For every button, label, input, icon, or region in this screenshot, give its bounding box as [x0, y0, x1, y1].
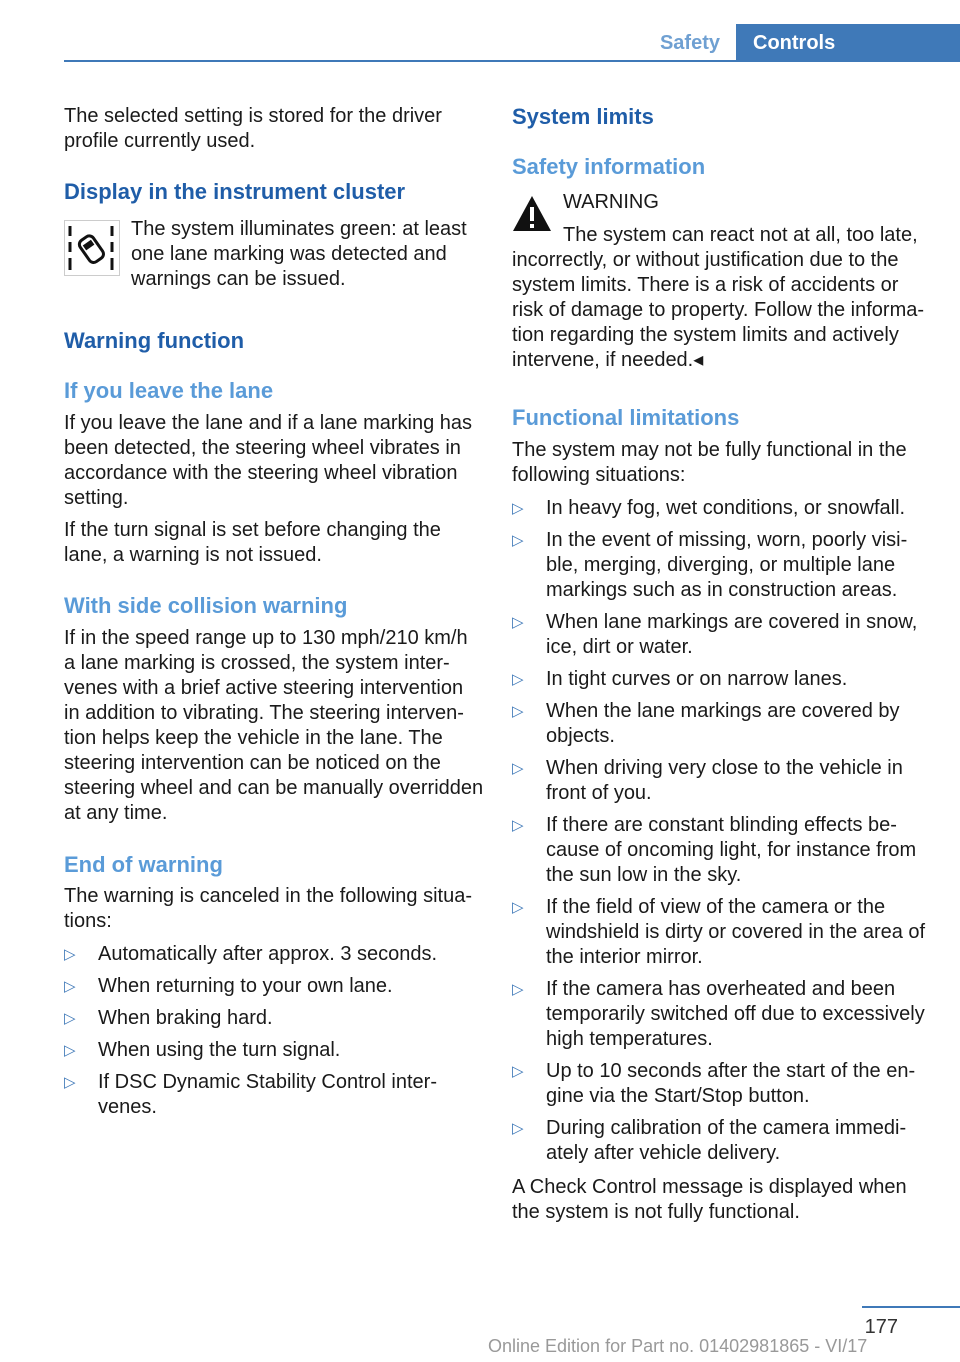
list-item: ▷ In the event of missing, worn, poorly visi‐ble, merging, diverging, or multiple lane markings such as in construction areas. — [512, 529, 908, 601]
bullet-marker: ▷ — [512, 1120, 524, 1137]
side-collision-heading: With side collision warning — [64, 593, 348, 618]
bullet-marker: ▷ — [512, 1063, 524, 1080]
list-item: ▷ If the camera has overheated and been temporarily switched off due to excessively high temperatures. — [512, 978, 925, 1050]
list-item: ▷ In tight curves or on narrow lanes. — [512, 668, 848, 690]
bullet-marker: ▷ — [64, 1074, 76, 1091]
end-warning-paragraph: The warning is canceled in the following situa‐tions: — [64, 885, 472, 932]
safety-info-heading: Safety information — [512, 154, 706, 179]
list-item: ▷ When lane markings are covered in snow, ice, dirt or water. — [512, 611, 918, 658]
list-item: ▷ During calibration of the camera immedi‐ately after vehicle delivery. — [512, 1117, 907, 1164]
footer-rule — [862, 1306, 960, 1308]
bullet-marker: ▷ — [64, 978, 76, 995]
list-item: ▷ When braking hard. — [64, 1007, 273, 1029]
page-number: 177 — [864, 1316, 898, 1338]
list-item: ▷ When the lane markings are covered by objects. — [512, 700, 900, 747]
bullet-marker: ▷ — [512, 500, 524, 517]
bullet-marker: ▷ — [512, 614, 524, 631]
system-limits-heading: System limits — [512, 104, 654, 129]
leave-lane-paragraph-2: If the turn signal is set before changing the lane, a warning is not issued. — [64, 519, 441, 566]
footer-edition-note: Online Edition for Part no. 01402981865 - VI/17 — [488, 1336, 868, 1356]
end-warning-heading: End of warning — [64, 852, 223, 877]
intro-paragraph: The selected setting is stored for the driver profile currently used. — [64, 105, 442, 152]
bullet-marker: ▷ — [64, 1010, 76, 1027]
bullet-marker: ▷ — [512, 817, 524, 834]
display-text: The system illuminates green: at least one lane marking was detected and warnings can be issued. — [131, 218, 467, 290]
tab-safety: Safety — [659, 32, 720, 54]
list-item: ▷ Automatically after approx. 3 seconds. — [64, 943, 438, 965]
bullet-marker: ▷ — [512, 671, 524, 688]
list-item: ▷ When driving very close to the vehicle in front of you. — [512, 757, 903, 804]
tab-controls: Controls — [736, 24, 960, 62]
list-item: ▷ In heavy fog, wet conditions, or snowfall. — [512, 497, 906, 519]
warning-label: WARNING — [563, 191, 659, 213]
check-control-paragraph: A Check Control message is displayed when the system is not fully functional. — [512, 1176, 907, 1223]
list-item: ▷ When returning to your own lane. — [64, 975, 393, 997]
list-item: ▷ When using the turn signal. — [64, 1039, 341, 1061]
leave-lane-heading: If you leave the lane — [64, 378, 274, 403]
bullet-marker: ▷ — [512, 703, 524, 720]
bullet-marker: ▷ — [512, 760, 524, 777]
end-warning-list — [64, 942, 484, 1120]
header-rule — [64, 60, 960, 62]
functional-limitations-heading: Functional limitations — [512, 405, 740, 430]
lane-departure-icon — [64, 220, 120, 276]
warning-function-heading: Warning function — [64, 328, 245, 353]
bullet-marker: ▷ — [512, 899, 524, 916]
functional-limitations-paragraph: The system may not be fully functional in the following situations: — [512, 439, 907, 486]
functional-limitations-list — [512, 496, 932, 1166]
leave-lane-paragraph-1: If you leave the lane and if a lane marking has been detected, the steering wheel vibrates in accordance with the steering wheel vibration setting. — [64, 412, 473, 509]
bullet-marker: ▷ — [64, 1042, 76, 1059]
bullet-marker: ▷ — [512, 981, 524, 998]
list-item: ▷ If the field of view of the camera or the windshield is dirty or covered in the area of the interior mirror. — [512, 896, 926, 968]
warning-text: The system can react not at all, too late, incorrectly, or without justification due to the system limits. There is a risk of accidents or risk of damage to property. Follow the informa‐tion regarding the system limits and actively intervene, if needed.◂ — [512, 224, 925, 371]
bullet-marker: ▷ — [512, 532, 524, 549]
list-item: ▷ Up to 10 seconds after the start of the en‐gine via the Start/Stop button. — [512, 1060, 916, 1107]
side-collision-paragraph: If in the speed range up to 130 mph/210 km/h a lane marking is crossed, the system inter‐venes with a brief active steering intervention in addition to vibrating. The steering interven‐tion helps keep the vehicle in the lane. The steering intervention can be noticed on the steering wheel and can be manually overridden at any time. — [64, 627, 484, 824]
bullet-marker: ▷ — [64, 946, 76, 963]
display-heading: Display in the instrument cluster — [64, 179, 406, 204]
list-item: ▷ If DSC Dynamic Stability Control inter‐venes. — [64, 1071, 437, 1118]
list-item: ▷ If there are constant blinding effects be‐cause of oncoming light, for instance from the sun low in the sky. — [512, 814, 917, 886]
